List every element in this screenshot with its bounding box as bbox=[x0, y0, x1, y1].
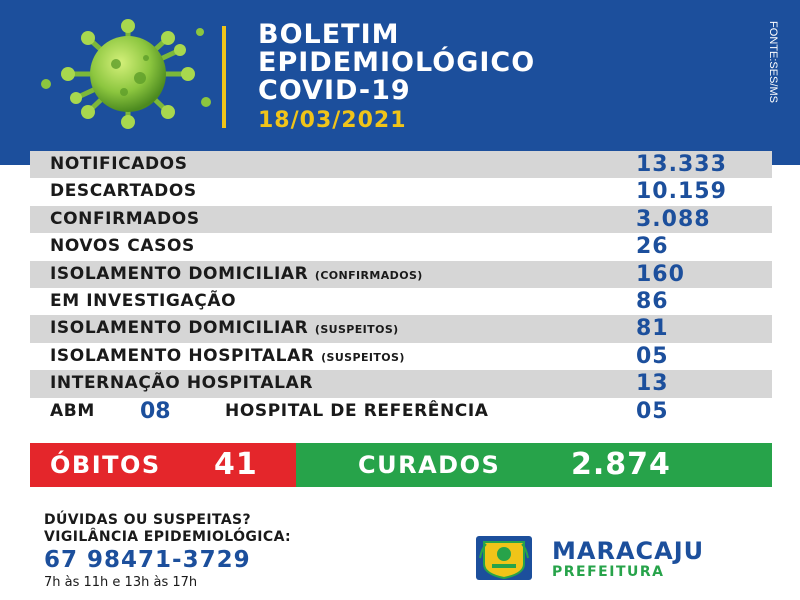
row-value: 13.333 bbox=[636, 152, 727, 177]
row-label: NOVOS CASOS bbox=[50, 236, 195, 257]
hospital-label: HOSPITAL DE REFERÊNCIA bbox=[225, 400, 489, 421]
row-value: 86 bbox=[636, 288, 669, 314]
table-row bbox=[30, 370, 772, 397]
row-label-main: ISOLAMENTO DOMICILIAR bbox=[50, 263, 309, 284]
contact-info bbox=[44, 512, 291, 592]
row-label bbox=[50, 343, 405, 371]
table-row bbox=[30, 206, 772, 233]
header-banner bbox=[0, 0, 800, 165]
obitos-label: ÓBITOS bbox=[50, 451, 161, 479]
table-row bbox=[30, 178, 772, 205]
row-value: 13 bbox=[636, 371, 669, 397]
row-label: DESCARTADOS bbox=[50, 181, 197, 202]
row-label: NOTIFICADOS bbox=[50, 154, 188, 174]
row-sublabel: (SUSPEITOS) bbox=[314, 323, 399, 337]
table-row bbox=[30, 288, 772, 315]
stats-table bbox=[30, 151, 772, 425]
contact-hours: 7h às 11h e 13h às 17h bbox=[44, 575, 198, 590]
contact-phone[interactable]: 67 98471-3729 bbox=[44, 547, 251, 573]
obitos-value: 41 bbox=[214, 447, 258, 482]
row-label-main: ISOLAMENTO HOSPITALAR bbox=[50, 345, 315, 366]
table-row bbox=[30, 233, 772, 260]
title-line-3: COVID-19 bbox=[258, 75, 411, 106]
header-divider bbox=[222, 26, 226, 128]
hospital-value: 05 bbox=[636, 398, 669, 424]
row-value: 26 bbox=[636, 234, 669, 260]
table-row bbox=[30, 151, 772, 178]
maracaju-crest-icon bbox=[474, 534, 534, 582]
table-row bbox=[30, 261, 772, 288]
bulletin-date: 18/03/2021 bbox=[258, 108, 407, 133]
title-line-1: BOLETIM bbox=[258, 19, 400, 50]
table-row bbox=[30, 343, 772, 370]
row-sublabel: (SUSPEITOS) bbox=[321, 350, 405, 364]
abm-row bbox=[30, 398, 772, 425]
row-label: EM INVESTIGAÇÃO bbox=[50, 290, 237, 311]
row-value: 05 bbox=[636, 343, 669, 369]
brand-subtitle: PREFEITURA bbox=[552, 564, 665, 580]
title-line-2: EPIDEMIOLÓGICO bbox=[258, 47, 536, 78]
row-value: 10.159 bbox=[636, 179, 727, 205]
row-sublabel: (CONFIRMADOS) bbox=[314, 268, 423, 282]
brand bbox=[552, 538, 704, 580]
row-label bbox=[50, 261, 423, 289]
row-label bbox=[50, 315, 399, 343]
row-value: 160 bbox=[636, 261, 685, 287]
brand-name: MARACAJU bbox=[552, 537, 705, 565]
row-value: 3.088 bbox=[636, 206, 711, 232]
table-row bbox=[30, 315, 772, 342]
curados-box bbox=[296, 443, 772, 487]
source-text: FONTE:SES/MS bbox=[767, 21, 779, 103]
curados-label: CURADOS bbox=[358, 451, 501, 479]
source-note bbox=[760, 20, 786, 104]
virus-icon bbox=[28, 18, 218, 130]
abm-label: ABM bbox=[50, 400, 95, 421]
row-label: CONFIRMADOS bbox=[50, 208, 200, 229]
obitos-box bbox=[30, 443, 296, 487]
curados-value: 2.874 bbox=[571, 447, 671, 482]
row-value: 81 bbox=[636, 316, 669, 342]
row-label: INTERNAÇÃO HOSPITALAR bbox=[50, 373, 314, 394]
contact-line-1: DÚVIDAS OU SUSPEITAS? bbox=[44, 512, 252, 528]
abm-value: 08 bbox=[140, 398, 171, 424]
contact-line-2: VIGILÂNCIA EPIDEMIOLÓGICA: bbox=[44, 529, 292, 545]
row-label-main: ISOLAMENTO DOMICILIAR bbox=[50, 318, 309, 339]
